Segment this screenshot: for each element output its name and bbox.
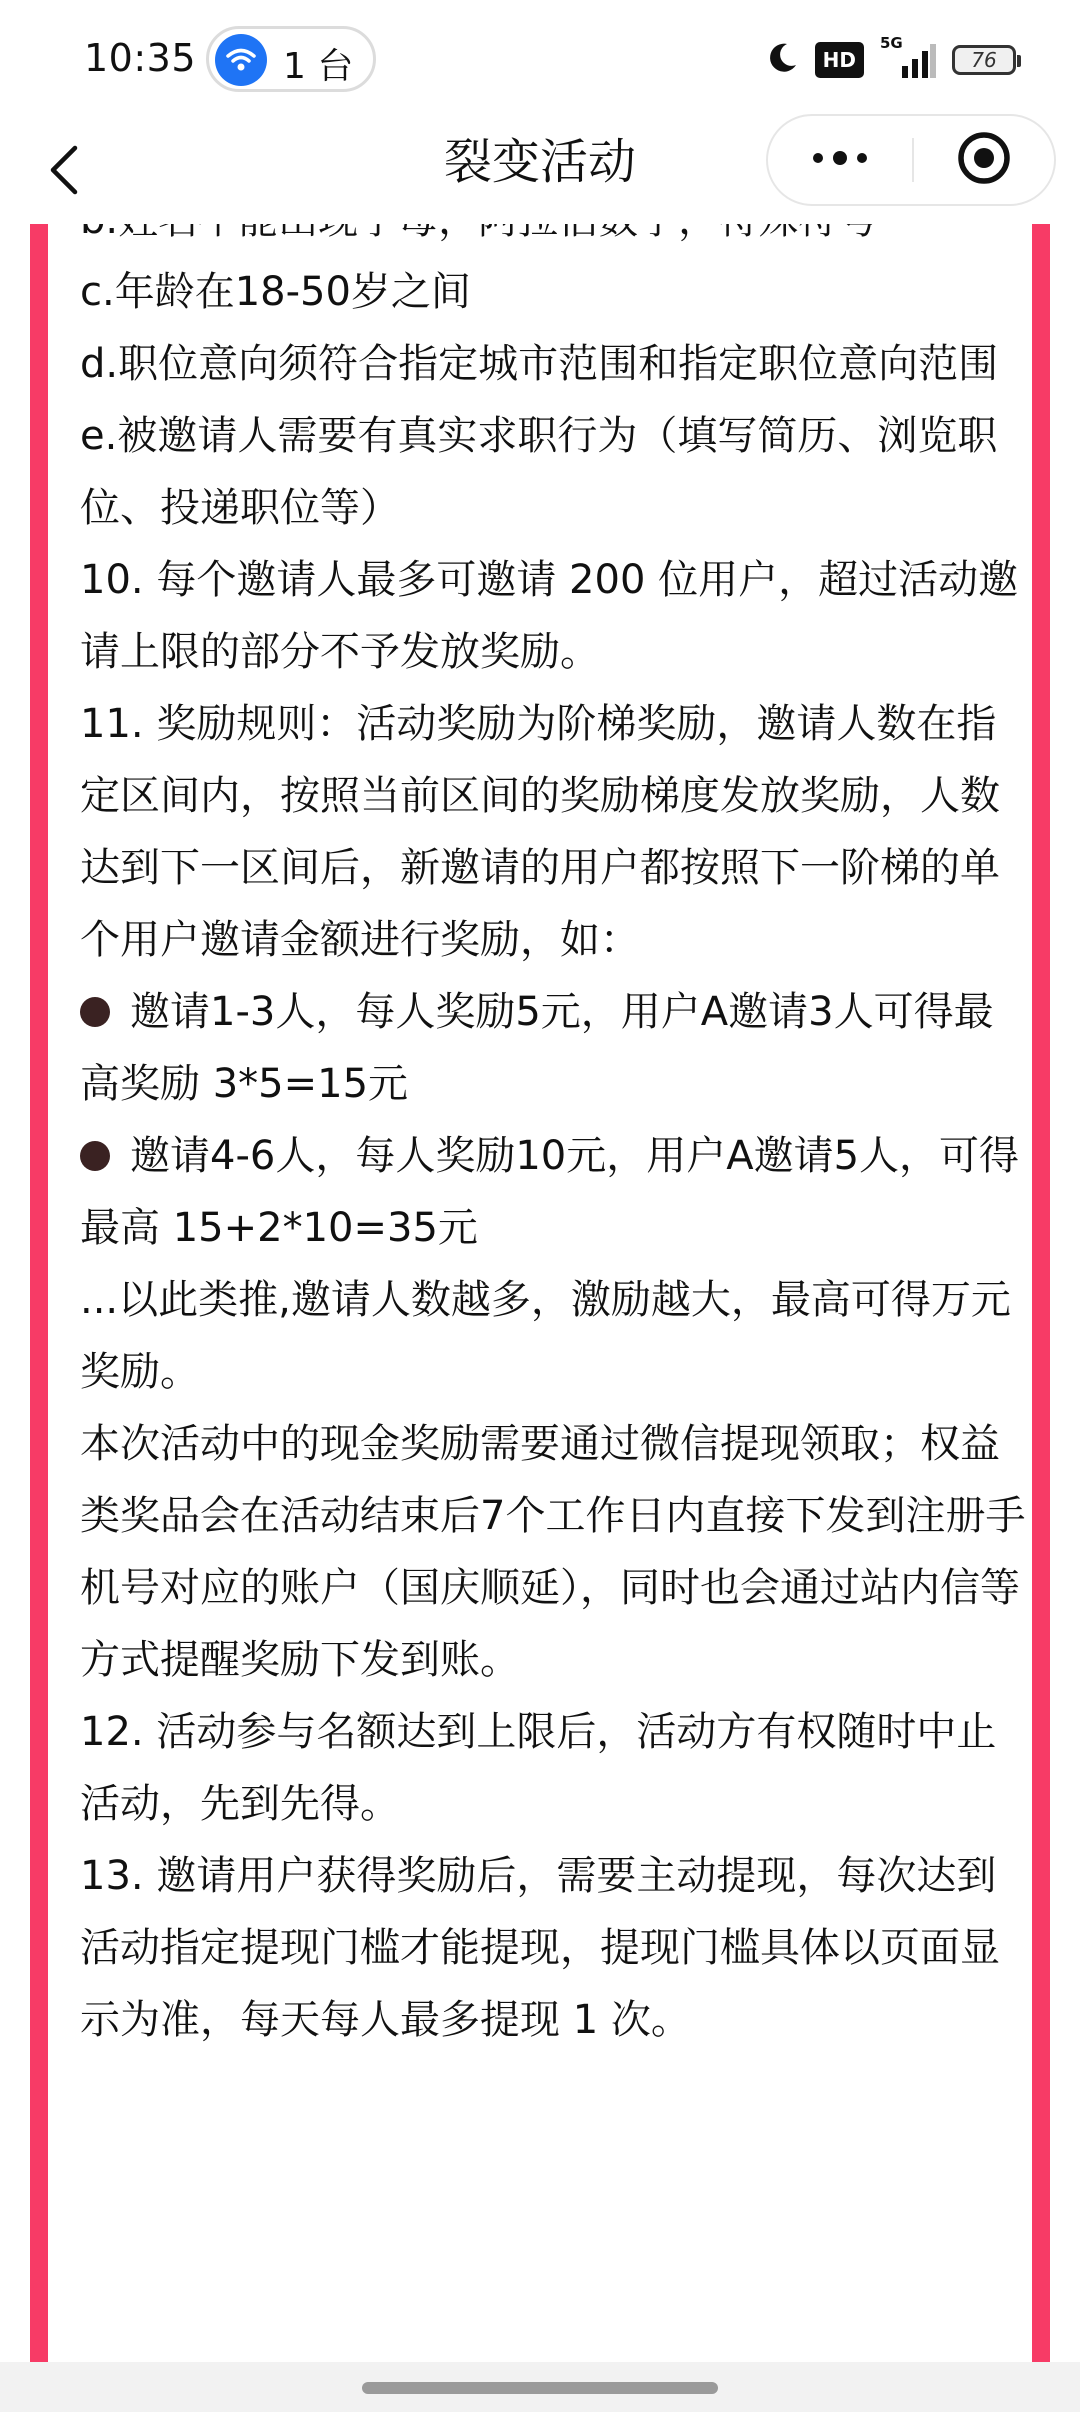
bullet-dot-icon [80,997,110,1027]
bullet-dot-icon [80,1141,110,1171]
wifi-hotspot-icon [215,34,267,86]
cellular-signal-icon [880,34,936,80]
rule-line: 13. 邀请用户获得奖励后，需要主动提现，每次达到活动指定提现门槛才能提现，提现门槛具体以页面显示为准，每天每人最多提现 1 次。 [80,1853,1000,2043]
hotspot-count: 1 台 [283,46,354,87]
battery-icon [952,45,1016,75]
rule-line: d.职位意向须符合指定城市范围和指定职位意向范围 [80,341,999,387]
battery-level: 76 [971,48,997,72]
moon-icon [765,41,799,79]
home-indicator[interactable] [362,2382,718,2394]
network-type-label: 5G [880,34,903,52]
status-bar [0,0,1080,122]
gesture-bar [0,2362,1080,2412]
rule-line: e.被邀请人需要有真实求职行为（填写简历、浏览职位、投递职位等） [80,413,998,531]
system-icons [765,34,1016,80]
more-button[interactable] [768,116,912,204]
rule-line: ...以此类推,邀请人数越多，激励越大，最高可得万元奖励。 [80,1277,1011,1395]
rule-line: 12. 活动参与名额达到上限后，活动方有权随时中止活动，先到先得。 [80,1709,997,1827]
close-mini-program-button[interactable] [914,116,1054,204]
rule-bullet-item: 邀请4-6人，每人奖励10元，用户A邀请5人，可得最高 15+2*10=35元 [80,1133,1020,1251]
mini-program-capsule [766,114,1056,206]
more-dots-icon [810,150,870,170]
rule-line: c.年龄在18-50岁之间 [80,269,471,315]
rules-frame [30,224,1050,2362]
rule-bullet-item: 邀请1-3人，每人奖励5元，用户A邀请3人可得最高奖励 3*5=15元 [80,989,994,1107]
hd-icon: HD [815,42,864,78]
rule-line: 10. 每个邀请人最多可邀请 200 位用户，超过活动邀请上限的部分不予发放奖励。 [80,557,1019,675]
hotspot-indicator[interactable] [206,26,376,92]
rule-line: 11. 奖励规则：活动奖励为阶梯奖励，邀请人数在指定区间内，按照当前区间的奖励梯度发放奖励，人数达到下一区间后，新邀请的用户都按照下一阶梯的单个用户邀请金额进行奖励，如： [80,701,1000,963]
rules-text [80,184,1030,2056]
nav-bar [0,122,1080,224]
status-time: 10:35 [84,36,197,80]
target-close-icon [957,131,1011,189]
rule-line: 本次活动中的现金奖励需要通过微信提现领取；权益类奖品会在活动结束后7个工作日内直接下发到注册手机号对应的账户（国庆顺延），同时也会通过站内信等方式提醒奖励下发到账。 [80,1421,1026,1683]
page-title: 裂变活动 [443,134,636,190]
